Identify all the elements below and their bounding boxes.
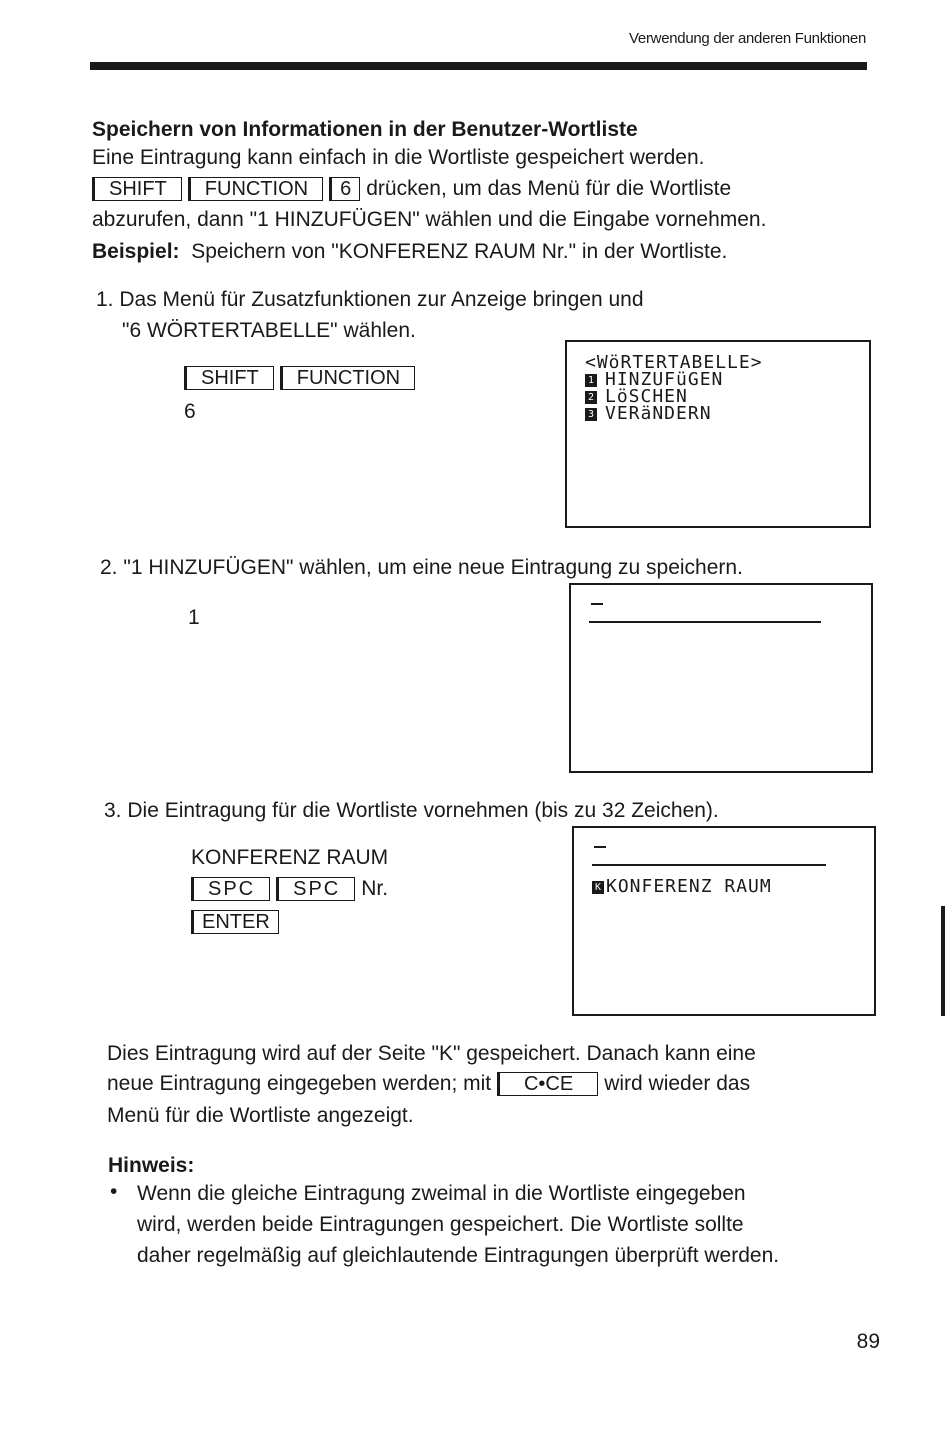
step-2-input: 1 — [188, 606, 200, 629]
result-line-2: neue Eintragung eingegeben werden; mit C•CE wird wieder das — [107, 1072, 751, 1096]
example-label: Beispiel: — [92, 240, 180, 263]
page-number: 89 — [856, 1330, 880, 1353]
example-text: Speichern von "KONFERENZ RAUM Nr." in der Wortliste. — [191, 240, 728, 263]
menu-number-badge: 3 — [585, 408, 597, 421]
lcd-menu-item: 1 HINZUFüGEN — [585, 371, 851, 388]
cursor — [591, 603, 603, 605]
enter-key: ENTER — [191, 910, 279, 934]
bullet-icon: • — [110, 1180, 118, 1203]
intro-line-2 — [92, 173, 731, 204]
lcd-menu-item: 2 LöSCHEN — [585, 388, 851, 405]
lcd-entry: K KONFERENZ RAUM — [592, 878, 856, 895]
note-line-3: daher regelmäßig auf gleichlautende Eintragungen überprüft werden. — [137, 1244, 780, 1267]
spc-key: SPC — [276, 877, 355, 901]
step-2-line-1: 2. "1 HINZUFÜGEN" wählen, um eine neue Eintragung zu speichern. — [100, 556, 743, 579]
intro-line-1: Eine Eintragung kann einfach in die Wortliste gespeichert werden. — [92, 146, 705, 169]
example-line — [92, 236, 727, 267]
cce-key: C•CE — [497, 1072, 598, 1096]
shift-key: SHIFT — [92, 177, 182, 201]
note-line-2: wird, werden beide Eintragungen gespeichert. Die Wortliste sollte — [137, 1213, 744, 1236]
function-key: FUNCTION — [280, 366, 415, 390]
step-3-line-1: 3. Die Eintragung für die Wortliste vornehmen (bis zu 32 Zeichen). — [104, 799, 719, 822]
step-3-keys — [191, 873, 388, 904]
margin-mark — [941, 906, 945, 1016]
six-key: 6 — [329, 177, 360, 201]
cursor — [594, 846, 606, 848]
lcd-display-menu — [565, 340, 871, 528]
intro-line-2-text: drücken, um das Menü für die Wortliste — [366, 177, 732, 200]
running-header: Verwendung der anderen Funktionen — [629, 30, 866, 47]
note-line-1: Wenn die gleiche Eintragung zweimal in die Wortliste eingegeben — [137, 1182, 746, 1205]
shift-key: SHIFT — [184, 366, 274, 390]
lcd-menu-item: 3 VERäNDERN — [585, 405, 851, 422]
note-label: Hinweis: — [108, 1154, 195, 1177]
menu-number-badge: 2 — [585, 391, 597, 404]
menu-number-badge: 1 — [585, 374, 597, 387]
step-1-line-2: "6 WÖRTERTABELLE" wählen. — [122, 319, 416, 342]
step-number: 3. — [104, 799, 122, 822]
lcd-title: <WöRTERTABELLE> — [585, 352, 763, 373]
step-1-keys — [184, 362, 421, 393]
input-line — [592, 840, 826, 866]
page-letter-badge: K — [592, 881, 604, 894]
lcd-display-entry — [572, 826, 876, 1016]
step-3-after-keys: Nr. — [361, 877, 389, 900]
input-line — [589, 597, 821, 623]
step-3-typed: KONFERENZ RAUM — [191, 846, 389, 869]
section-heading: Speichern von Informationen in der Benutzer-Wortliste — [92, 118, 638, 141]
step-number: 1. — [96, 288, 114, 311]
step-1-line-1: 1. Das Menü für Zusatzfunktionen zur Anzeige bringen und — [96, 288, 644, 311]
step-number: 2. — [100, 556, 118, 579]
function-key: FUNCTION — [188, 177, 323, 201]
intro-line-3: abzurufen, dann "1 HINZUFÜGEN" wählen und die Eingabe vornehmen. — [92, 208, 767, 231]
lcd-display-empty-entry — [569, 583, 873, 773]
spc-key: SPC — [191, 877, 270, 901]
result-line-1: Dies Eintragung wird auf der Seite "K" gespeichert. Danach kann eine — [107, 1042, 756, 1065]
step-3-enter — [191, 906, 285, 937]
step-1-input: 6 — [184, 400, 196, 423]
header-rule — [90, 62, 867, 70]
result-line-3: Menü für die Wortliste angezeigt. — [107, 1104, 414, 1127]
